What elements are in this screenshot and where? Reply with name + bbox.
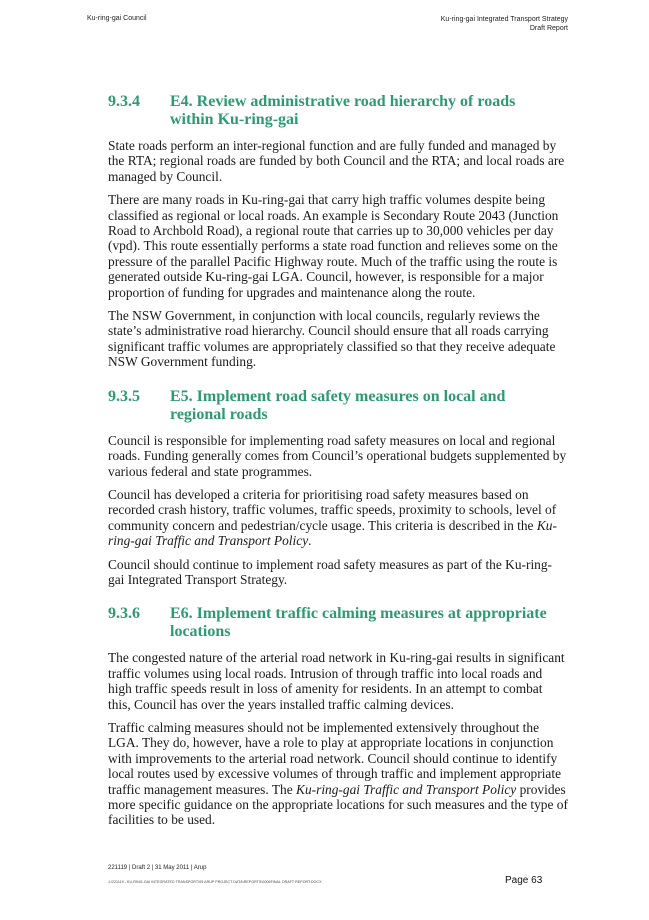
section-title-line: locations xyxy=(170,623,231,641)
page-content xyxy=(108,93,568,836)
section-number: 9.3.6 xyxy=(108,605,140,623)
footer-file-path: J:\221119 - KU-RING-GAI INTEGRATED TRANSPORT\05 ARUP PROJECT DATA\REPORTS\0006FINAL DRAFT REPORT.DOCX xyxy=(108,880,322,884)
section-heading-9-3-5 xyxy=(108,388,568,424)
section-number: 9.3.5 xyxy=(108,387,140,405)
paragraph: Council should continue to implement road safety measures as part of the Ku-ring-gai Integrated Transport Strategy. xyxy=(108,556,553,587)
paragraph: The congested nature of the arterial road network in Ku-ring-gai results in significant traffic volumes using local roads. Intrusion of through traffic into local roads and high traffic speeds result in loss of amenity for residents. In an attempt to combat this, Council has over the years installed traffic calming devices. xyxy=(108,650,565,712)
header-subtitle-line: Draft Report xyxy=(529,25,568,32)
section-heading-9-3-6 xyxy=(108,605,568,641)
paragraph xyxy=(108,720,568,828)
section-title-line: E4. Review administrative road hierarchy of roads xyxy=(170,93,516,110)
paragraph-text: . xyxy=(308,533,312,549)
header-document-title xyxy=(268,15,568,33)
section-heading-9-3-4 xyxy=(108,93,568,129)
policy-reference: Ku-ring-gai Traffic and Transport Policy xyxy=(108,517,557,549)
paragraph: State roads perform an inter-regional function and are fully funded and managed by the RTA; regional roads are funded by both Council and the RTA; and local roads are managed by Council. xyxy=(108,138,565,184)
paragraph: Council is responsible for implementing road safety measures on local and regional roads. Funding generally comes from Council’s operational budgets supplemented by various federal and state programmes. xyxy=(108,432,567,479)
paragraph-text: Traffic calming measures should not be implemented extensively throughout the LGA. They do, however, have a role to play at appropriate locations in conjunction with improvements to the arterial road network. Council should continue to identify local routes used by excessive volumes of through traffic and implement appropriate traffic management measures. The xyxy=(108,719,562,797)
paragraph: The NSW Government, in conjunction with local councils, regularly reviews the state’s administrative road hierarchy. Council should ensure that all roads carrying significant traffic volumes are appropriately classified so that they receive adequate NSW Government funding. xyxy=(108,308,556,370)
header-organization: Ku-ring-gai Council xyxy=(87,15,147,22)
paragraph: There are many roads in Ku-ring-gai that carry high traffic volumes despite being classified as regional or local roads. An example is Secondary Route 2043 (Junction Road to Archbold Road), a regional route that carries up to 30,000 vehicles per day (vpd). This route essentially performs a state road function and relieves some on the pressure of the parallel Pacific Highway route. Much of the traffic using the route is generated outside Ku-ring-gai LGA. Council, however, is responsible for a major proportion of funding for upgrades and maintenance along the route. xyxy=(108,192,559,300)
header-title-line: Ku-ring-gai Integrated Transport Strategy xyxy=(440,16,568,23)
paragraph xyxy=(108,487,568,549)
paragraph-text: provides more specific guidance on the appropriate locations for such measures and the type of facilities to be used. xyxy=(108,781,568,828)
paragraph-text: Council has developed a criteria for prioritising road safety measures based on recorded crash history, traffic volumes, traffic speeds, proximity to schools, level of community concern and pedestrian/cycle usage. This criteria is described in the xyxy=(108,486,557,533)
policy-reference: Ku-ring-gai Traffic and Transport Policy xyxy=(296,781,517,797)
section-title-line: regional roads xyxy=(170,405,268,423)
footer-document-info: 221119 | Draft 2 | 31 May 2011 | Arup xyxy=(108,865,207,871)
section-title-line: within Ku-ring-gai xyxy=(170,111,299,128)
section-number: 9.3.4 xyxy=(108,93,140,110)
section-title-line: E6. Implement traffic calming measures at appropriate xyxy=(170,605,547,623)
page-number: Page 63 xyxy=(505,875,543,886)
section-title-line: E5. Implement road safety measures on local and xyxy=(170,387,506,405)
